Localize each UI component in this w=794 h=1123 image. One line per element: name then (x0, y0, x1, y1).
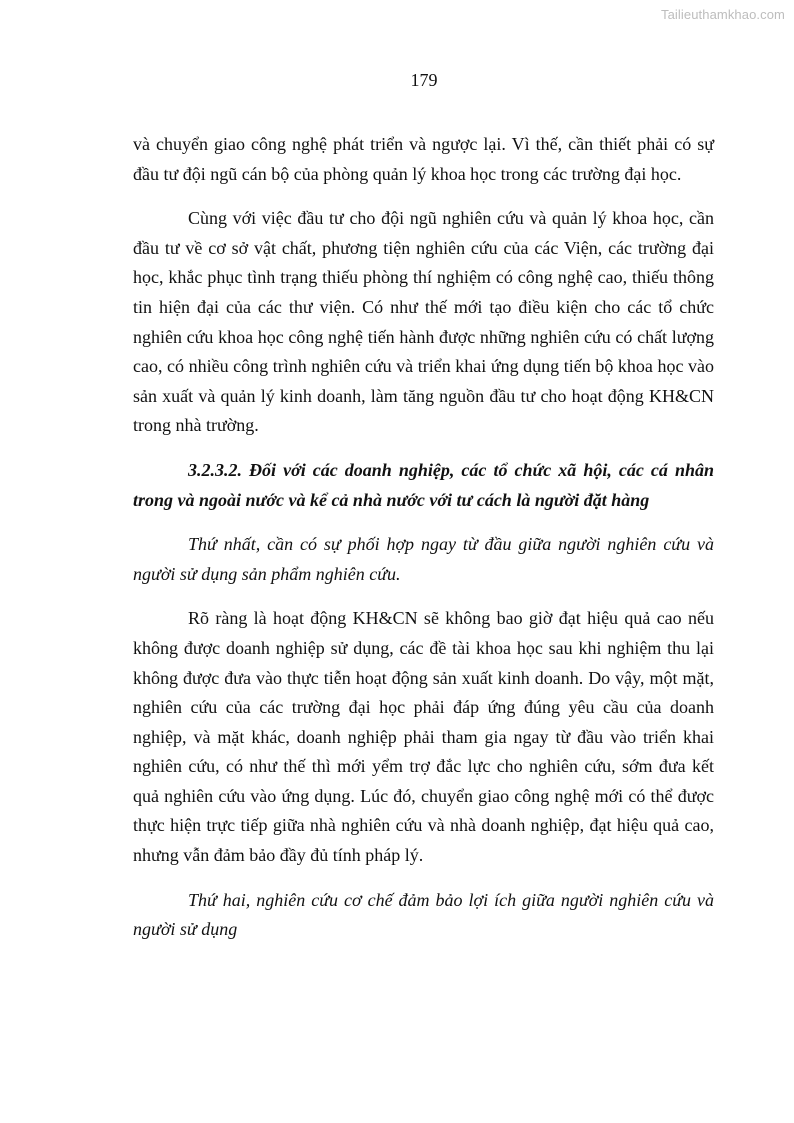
watermark: Tailieuthamkhao.com (660, 7, 785, 22)
paragraph-investment: Cùng với việc đầu tư cho đội ngũ nghiên cứu và quản lý khoa học, cần đầu tư về cơ sở vật chất, phương tiện nghiên cứu của các Viện, các trường đại học, khắc phục tình trạng thiếu phòng thí nghiệm có công nghệ cao, thiếu thông tin hiện đại của các thư viện. Có như thế mới tạo điều kiện cho các tổ chức nghiên cứu khoa học công nghệ tiến hành được những nghiên cứu có chất lượng cao, có nhiều công trình nghiên cứu và triển khai ứng dụng tiến bộ khoa học vào sản xuất và quản lý kinh doanh, làm tăng nguồn đầu tư cho hoạt động KH&CN trong nhà trường. (133, 208, 714, 436)
paragraph-continuation: và chuyển giao công nghệ phát triển và ngược lại. Vì thế, cần thiết phải có sự đầu tư đội ngũ cán bộ của phòng quản lý khoa học trong các trường đại học. (133, 134, 714, 184)
paragraph-enterprise: Rõ ràng là hoạt động KH&CN sẽ không bao giờ đạt hiệu quả cao nếu không được doanh nghiệp sử dụng, các đề tài khoa học sau khi nghiệm thu lại không được đưa vào thực tiễn hoạt động sản xuất kinh doanh. Do vậy, một mặt, nghiên cứu của các trường đại học phải đáp ứng đúng yêu cầu của doanh nghiệp, và mặt khác, doanh nghiệp phải tham gia ngay từ đầu vào triển khai nghiên cứu, có như thế thì mới yểm trợ đắc lực cho nghiên cứu, sớm đưa kết quả nghiên cứu vào ứng dụng. Lúc đó, chuyển giao công nghệ mới có thể được thực hiện trực tiếp giữa nhà nghiên cứu và nhà doanh nghiệp, đạt hiệu quả cao, nhưng vẫn đảm bảo đầy đủ tính pháp lý. (133, 608, 714, 866)
paragraph-first-point: Thứ nhất, cần có sự phối hợp ngay từ đầu giữa người nghiên cứu và người sử dụng sản phẩm nghiên cứu. (133, 534, 714, 584)
document-body (133, 130, 714, 960)
section-heading: 3.2.3.2. Đối với các doanh nghiệp, các tổ chức xã hội, các cá nhân trong và ngoài nước và kể cả nhà nước với tư cách là người đặt hàng (133, 459, 714, 510)
paragraph-second-point: Thứ hai, nghiên cứu cơ chế đảm bảo lợi ích giữa người nghiên cứu và người sử dụng (133, 889, 714, 940)
page-number: 179 (410, 70, 438, 90)
